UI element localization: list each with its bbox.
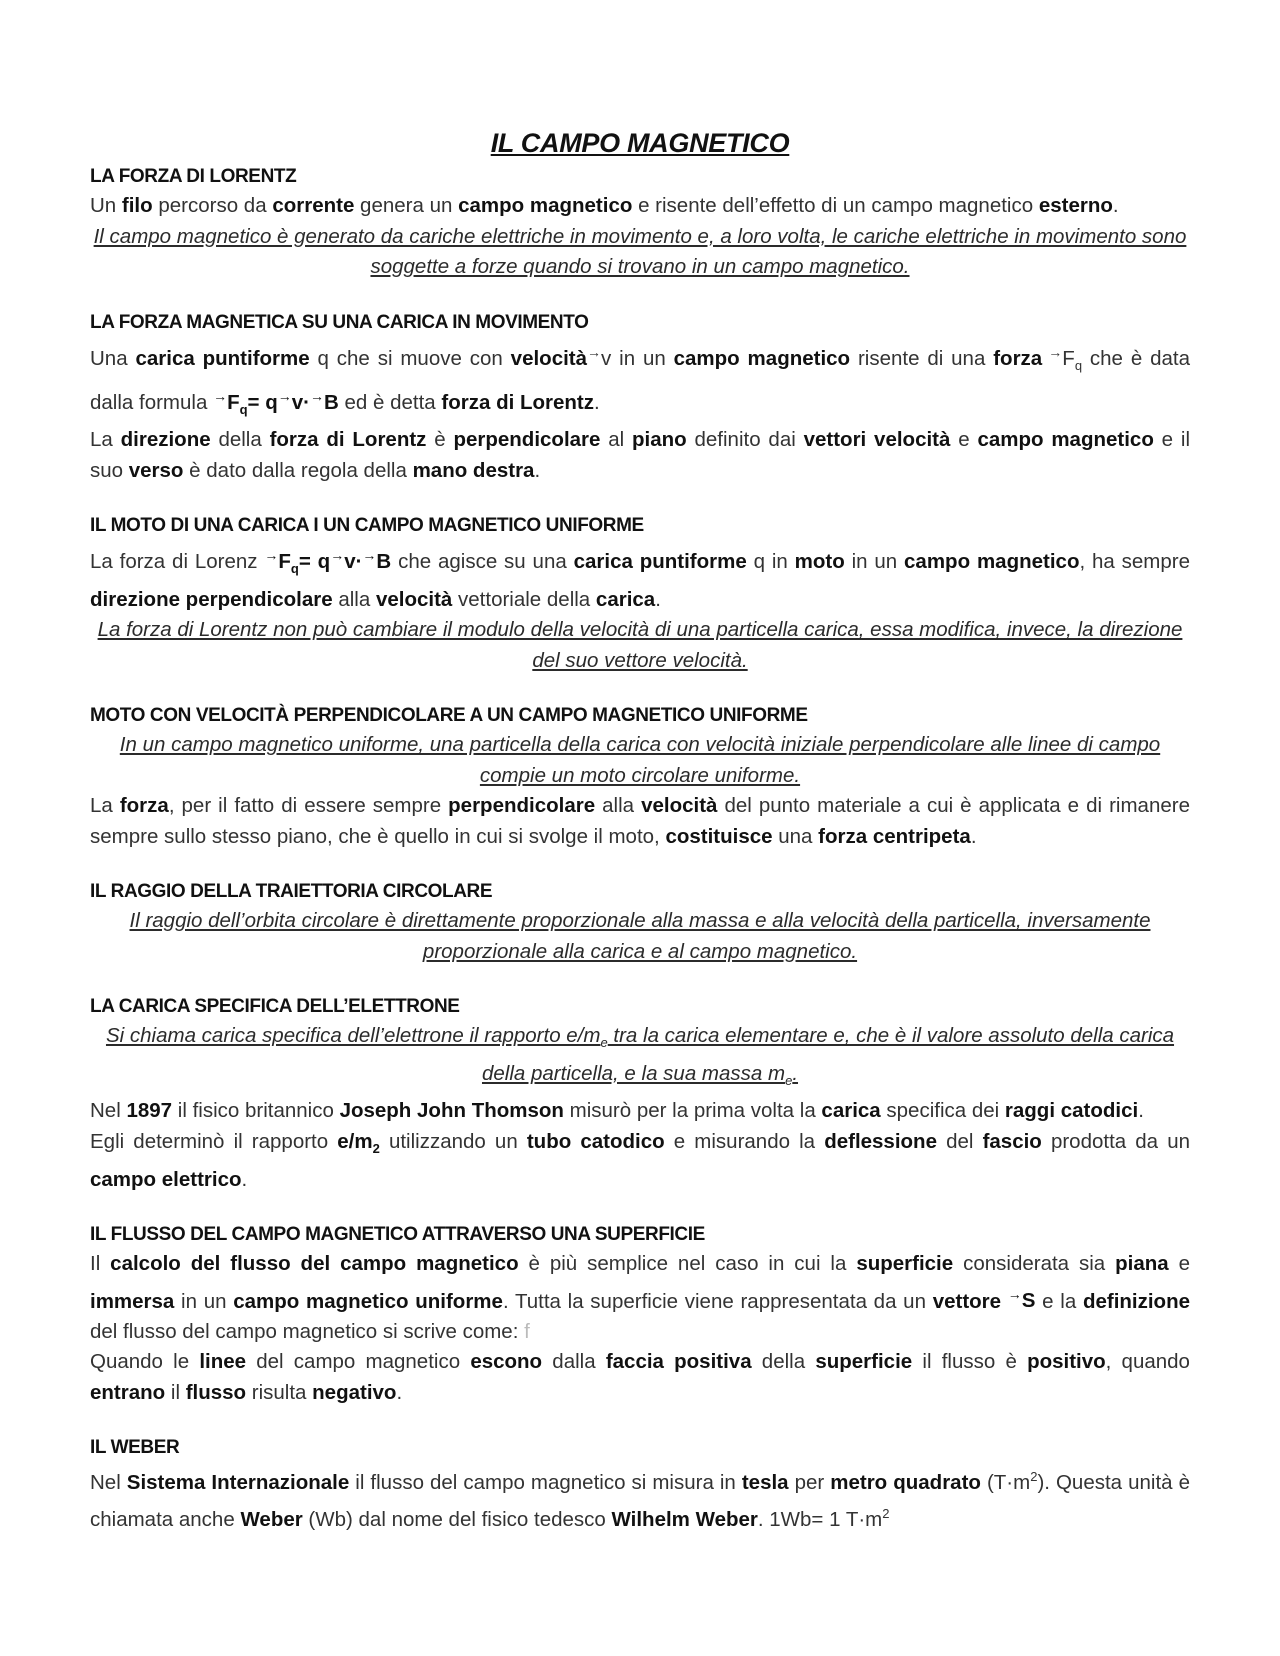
section-weber xyxy=(90,1434,1190,1535)
paragraph: La forza, per il fatto di essere sempre perpendicolare alla velocità del punto materiale a cui è applicata e di rimanere sempre sullo stesso piano, che è quello in cui si svolge il moto, costituisce una forza centripeta. xyxy=(90,794,1190,848)
section-lorentz-force xyxy=(90,163,1190,283)
faint-formula-placeholder: f xyxy=(524,1319,530,1343)
page-title: IL CAMPO MAGNETICO xyxy=(490,128,790,158)
highlighted-note: La forza di Lorentz non può cambiare il modulo della velocità di una particella carica, essa modifica, invece, la direzione del suo vettore velocità. xyxy=(97,618,1183,672)
section-motion-uniform-field xyxy=(90,512,1190,676)
vector-arrow-icon: → xyxy=(1007,1286,1022,1303)
section-heading: MOTO CON VELOCITÀ PERPENDICOLARE A UN CAMPO MAGNETICO UNIFORME xyxy=(90,705,808,727)
section-heading: IL FLUSSO DEL CAMPO MAGNETICO ATTRAVERSO UNA SUPERFICIE xyxy=(90,1224,705,1246)
vector-arrow-icon: → xyxy=(309,387,324,404)
section-circular-radius xyxy=(90,878,1190,967)
vector-arrow-icon: → xyxy=(587,343,602,360)
vector-arrow-icon: → xyxy=(1042,343,1063,360)
vector-arrow-icon: → xyxy=(264,547,279,564)
section-electron-specific-charge xyxy=(90,993,1190,1195)
vector-arrow-icon: → xyxy=(330,547,345,564)
paragraph: La direzione della forza di Lorentz è perpendicolare al piano definito dai vettori velocità e campo magnetico e il suo verso è dato dalla regola della mano destra. xyxy=(90,428,1190,482)
paragraph: Quando le linee del campo magnetico escono dalla faccia positiva della superficie il flusso è positivo, quando entrano il flusso risulta negativo. xyxy=(90,1350,1190,1404)
section-heading: LA FORZA MAGNETICA SU UNA CARICA IN MOVIMENTO xyxy=(90,311,589,333)
section-magnetic-flux xyxy=(90,1221,1190,1408)
section-heading: LA FORZA DI LORENTZ xyxy=(90,166,297,187)
highlighted-note: In un campo magnetico uniforme, una particella della carica con velocità iniziale perpendicolare alle linee di campo compie un moto circolare uniforme. xyxy=(119,733,1161,787)
section-heading: IL RAGGIO DELLA TRAIETTORIA CIRCOLARE xyxy=(90,881,493,903)
section-heading: LA CARICA SPECIFICA DELL’ELETTRONE xyxy=(90,996,460,1018)
paragraph: Una carica puntiforme q che si muove con velocità→v in un campo magnetico risente di una forza $^\to F_q$ che è data dalla formula $^\to F_q= q^\to v\cdot^\to B$ ed è detta forza di Lorentz. xyxy=(90,343,1190,417)
highlighted-note: Il campo magnetico è generato da cariche elettriche in movimento e, a loro volta, le cariche elettriche in movimento sono soggette a forze quando si trovano in un campo magnetico. xyxy=(93,224,1187,278)
highlighted-note: Si chiama carica specifica dell’elettrone il rapporto $e/m_e$ tra la carica elementare e, che è il valore assoluto della carica della particella, e la sua massa $m_e$. xyxy=(105,1024,1175,1088)
highlighted-note: Il raggio dell’orbita circolare è direttamente proporzionale alla massa e alla velocità della particella, inversamente proporzionale alla carica e al campo magnetico. xyxy=(129,909,1151,963)
paragraph: Nel Sistema Internazionale il flusso del campo magnetico si misura in tesla per metro quadrato $(T\cdot m^2)$. Questa unità è chiamata anche Weber (Wb) dal nome del fisico tedesco Wilhelm Weber. 1Wb= 1 $T\cdot m^2$ xyxy=(90,1469,1190,1531)
section-magnetic-force-moving-charge xyxy=(90,309,1190,487)
paragraph: La forza di Lorenz $^\to F_q= q^\to v\cdot^\to B$ che agisce su una carica puntiforme q in moto in un campo magnetico, ha sempre direzione perpendicolare alla velocità vettoriale della carica. xyxy=(90,547,1190,611)
section-heading: IL WEBER xyxy=(90,1437,180,1459)
vector-arrow-icon: → xyxy=(213,387,228,404)
section-perpendicular-velocity xyxy=(90,702,1190,852)
vector-arrow-icon: → xyxy=(362,547,377,564)
paragraph: Un filo percorso da corrente genera un campo magnetico e risente dell’effetto di un campo magnetico esterno. xyxy=(90,194,1119,217)
paragraph: Egli determinò il rapporto $e/m_2$ utilizzando un tubo catodico e misurando la deflessione del fascio prodotta da un campo elettrico. xyxy=(90,1129,1190,1191)
paragraph: Il calcolo del flusso del campo magnetico è più semplice nel caso in cui la superficie considerata sia piana e immersa in un campo magnetico uniforme. Tutta la superficie viene rappresentata da un vettore →S e la definizione del flusso del campo magnetico si scrive come: f xyxy=(90,1252,1191,1343)
paragraph: Nel 1897 il fisico britannico Joseph John Thomson misurò per la prima volta la carica specifica dei raggi catodici. xyxy=(90,1099,1144,1123)
vector-arrow-icon: → xyxy=(277,387,292,404)
section-heading: IL MOTO DI UNA CARICA I UN CAMPO MAGNETICO UNIFORME xyxy=(90,515,644,537)
